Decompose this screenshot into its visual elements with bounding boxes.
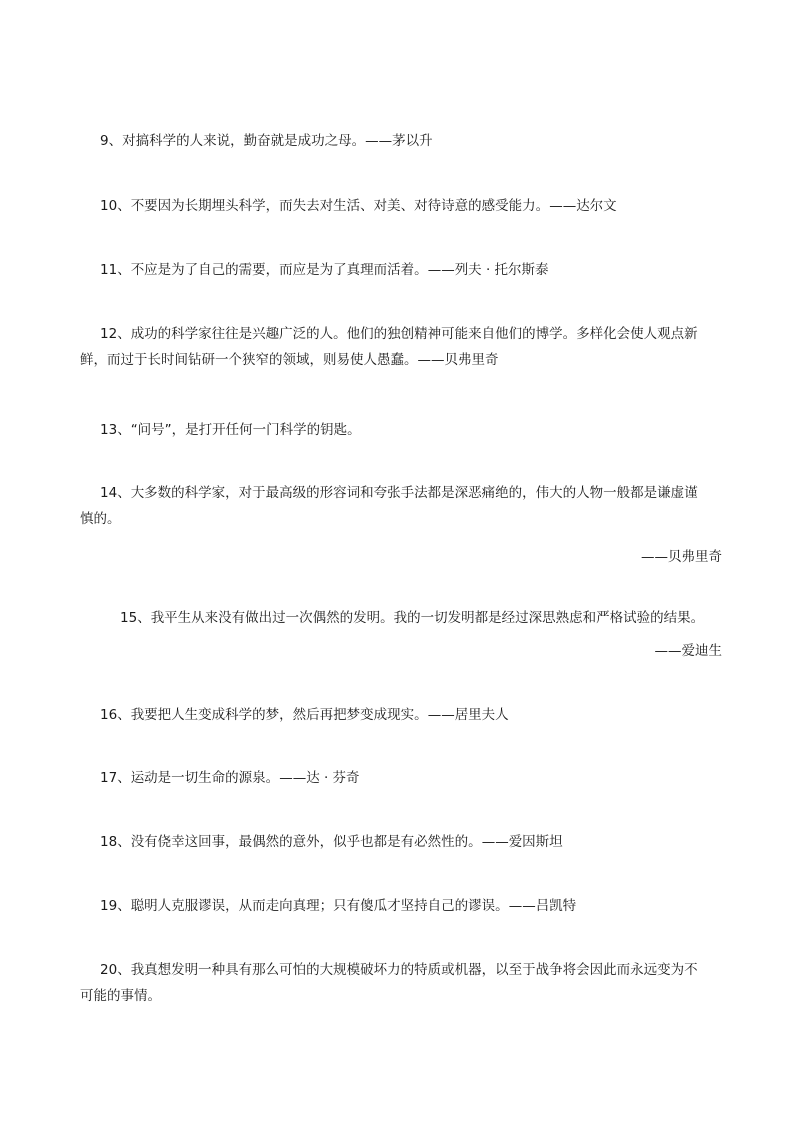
quote-number: 17 [100,770,118,786]
number-separator: 、 [117,326,131,342]
quote-number: 9 [100,133,109,149]
number-separator: 、 [117,422,131,438]
quote-number: 11 [100,262,118,278]
quote-author: 吕凯特 [535,898,577,914]
quote-text: “问号”，是打开任何一门科学的钥匙。 [130,422,361,438]
quote-number: 15 [120,610,138,626]
quote-number: 10 [100,198,118,214]
quote-author: 爱因斯坦 [508,834,563,850]
dash-separator: —— [417,352,445,368]
dash-separator: —— [427,262,455,278]
quote-line-2 [80,506,722,532]
quote-17 [80,765,742,791]
quote-number: 14 [100,485,118,501]
quote-line-1 [80,957,722,983]
quote-author: 达尔文 [576,198,617,214]
quote-number: 18 [100,834,118,850]
quote-text: 没有侥幸这回事，最偶然的意外，似乎也都是有必然性的。 [130,834,482,850]
quote-text: 可能的事情。 [80,988,161,1004]
quote-9 [80,128,742,154]
quote-15 [120,605,725,631]
quote-author: 居里夫人 [454,707,509,723]
quote-line-2 [80,983,722,1009]
quote-10 [80,193,742,219]
quote-author: 贝弗里奇 [668,549,722,565]
number-separator: 、 [117,707,131,723]
quote-number: 16 [100,707,118,723]
quote-author: 茅以升 [392,133,433,149]
number-separator: 、 [117,485,131,501]
quote-text: 慎的。 [80,511,121,527]
quote-line-1 [80,480,722,506]
quote-text: 我要把人生变成科学的梦，然后再把梦变成现实。 [130,707,428,723]
quote-line-1 [120,605,725,631]
quote-text: 对搞科学的人来说，勤奋就是成功之母。 [122,133,366,149]
dash-separator: —— [654,643,682,659]
quote-16 [80,702,742,728]
quote-text: 成功的科学家往往是兴趣广泛的人。他们的独创精神可能来自他们的博学。多样化会使人观点新 [130,326,698,342]
quote-author: 列夫 · 托尔斯泰 [454,262,549,278]
quote-line-2 [80,347,722,373]
quote-text: 不应是为了自己的需要，而应是为了真理而活着。 [130,262,428,278]
quote-number: 19 [100,898,118,914]
quote-author: 达 · 芬奇 [306,770,360,786]
quote-number: 12 [100,326,118,342]
dash-separator: —— [508,898,536,914]
quote-line-1 [80,321,722,347]
quote-text: 运动是一切生命的源泉。 [130,770,280,786]
dash-separator: —— [279,770,307,786]
number-separator: 、 [137,610,151,626]
number-separator: 、 [117,198,131,214]
quote-author: 爱迪生 [681,643,722,659]
quote-14 [80,480,722,532]
quote-13 [80,417,742,443]
quote-18 [80,829,742,855]
quote-text: 聪明人克服谬误，从而走向真理；只有傻瓜才坚持自己的谬误。 [130,898,509,914]
quote-14-attribution [641,544,722,570]
number-separator: 、 [117,770,131,786]
quote-number: 13 [100,422,118,438]
dash-separator: —— [641,549,668,565]
quote-19 [80,893,742,919]
quote-12 [80,321,722,373]
dash-separator: —— [365,133,393,149]
quote-text: 我平生从来没有做出过一次偶然的发明。我的一切发明都是经过深思熟虑和严格试验的结果。 [150,610,705,626]
quote-text: 鲜，而过于长时间钻研一个狭窄的领域，则易使人愚蠢。 [80,352,418,368]
number-separator: 、 [117,898,131,914]
quote-text: 大多数的科学家，对于最高级的形容词和夸张手法都是深恶痛绝的，伟大的人物一般都是谦虚谨 [130,485,698,501]
quote-author: 贝弗里奇 [444,352,499,368]
quote-text: 不要因为长期埋头科学，而失去对生活、对美、对待诗意的感受能力。 [130,198,550,214]
quote-number: 20 [100,962,118,978]
dash-separator: —— [427,707,455,723]
number-separator: 、 [117,262,131,278]
dash-separator: —— [481,834,509,850]
quote-15-attribution [655,638,723,664]
quote-20 [80,957,722,1009]
quote-11 [80,257,742,283]
number-separator: 、 [108,133,123,149]
dash-separator: —— [549,198,577,214]
number-separator: 、 [117,834,131,850]
quote-text: 我真想发明一种具有那么可怕的大规模破坏力的特质或机器，以至于战争将会因此而永远变为不 [130,962,698,978]
number-separator: 、 [117,962,131,978]
